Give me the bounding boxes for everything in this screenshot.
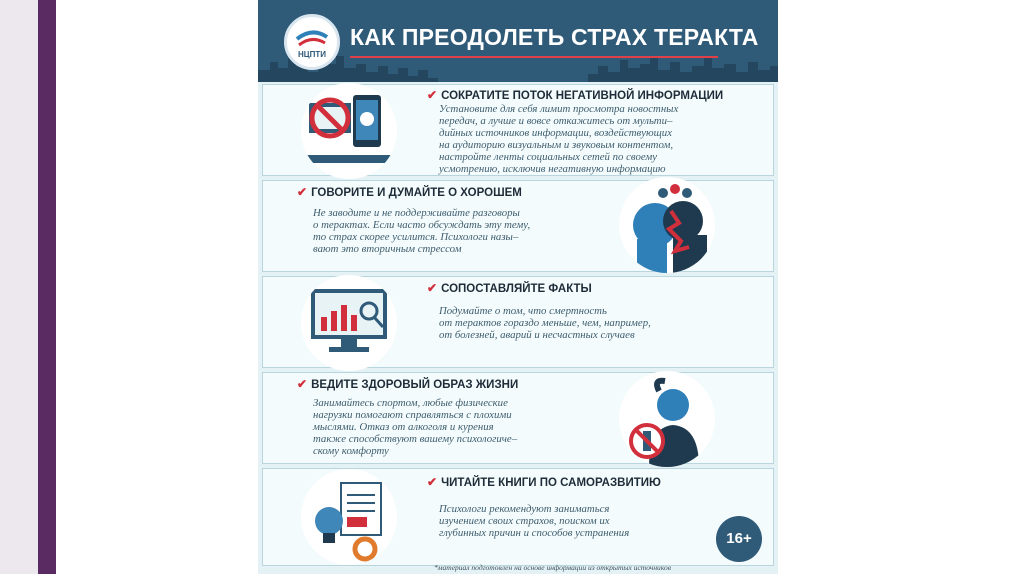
checkmark-icon: ✔ <box>427 88 438 102</box>
checkmark-icon: ✔ <box>297 377 308 391</box>
no-tv-phone-icon <box>301 83 397 179</box>
section-body: Установите для себя лимит просмотра новостных передач, а лучше и вовсе откажитесь от мульти– дийных источников информации, воздействующих на аудиторию визуальным и звуковым контентом, настройте ленты социальных сетей по своему усмотрению, исключив негативную информацию <box>439 103 679 175</box>
section-body: Психологи рекомендуют заниматься изучением своих страхов, поиском их глубинных причин и способов устранения <box>439 503 630 539</box>
section-title: ✔ СОКРАТИТЕ ПОТОК НЕГАТИВНОЙ ИНФОРМАЦИИ <box>427 88 724 102</box>
ncpti-logo <box>284 14 340 70</box>
section-card-compare-facts <box>262 276 774 368</box>
section-card-think-good <box>262 180 774 272</box>
no-alcohol-person-icon <box>619 371 715 467</box>
section-body: Не заводите и не поддерживайте разговоры о терактах. Если часто обсуждать эту тему, то страх скорее усилится. Психологи назы– вают это вторичным стрессом <box>313 207 531 255</box>
charts-monitor-icon <box>301 275 397 371</box>
section-title: ✔ СОПОСТАВЛЯЙТЕ ФАКТЫ <box>427 281 592 295</box>
slide-accent-bar <box>38 0 56 574</box>
conversation-heads-icon <box>619 177 715 273</box>
checkmark-icon: ✔ <box>427 281 438 295</box>
logo-globe-icon <box>287 17 337 67</box>
section-title: ✔ ГОВОРИТЕ И ДУМАЙТЕ О ХОРОШЕМ <box>297 185 522 199</box>
book-lightbulb-icon <box>301 469 397 565</box>
section-card-read-books <box>262 468 774 566</box>
checkmark-icon: ✔ <box>427 475 438 489</box>
source-footnote: *материал подготовлен на основе информации из открытых источников <box>434 563 672 572</box>
section-body: Подумайте о том, что смертность от терактов гораздо меньше, чем, например, от болезней, аварий и несчастных случаев <box>439 305 651 341</box>
section-title: ✔ ЧИТАЙТЕ КНИГИ ПО САМОРАЗВИТИЮ <box>427 475 661 489</box>
slide-left-margin <box>0 0 38 574</box>
poster-header <box>258 0 778 82</box>
logo-text: НЦПТИ <box>297 50 326 59</box>
section-title: ✔ ВЕДИТЕ ЗДОРОВЫЙ ОБРАЗ ЖИЗНИ <box>297 377 519 391</box>
poster-title: КАК ПРЕОДОЛЕТЬ СТРАХ ТЕРАКТА <box>350 24 759 50</box>
age-rating-badge: 16+ <box>716 516 762 562</box>
infographic-poster <box>258 0 778 574</box>
title-underline <box>350 56 718 58</box>
checkmark-icon: ✔ <box>297 185 308 199</box>
section-card-healthy-life <box>262 372 774 464</box>
section-body: Занимайтесь спортом, любые физические нагрузки помогают справляться с плохими мыслями. Отказ от алкоголя и курения также способствуют вашему психологиче– скому комфорту <box>313 397 518 457</box>
section-card-limit-news <box>262 84 774 176</box>
